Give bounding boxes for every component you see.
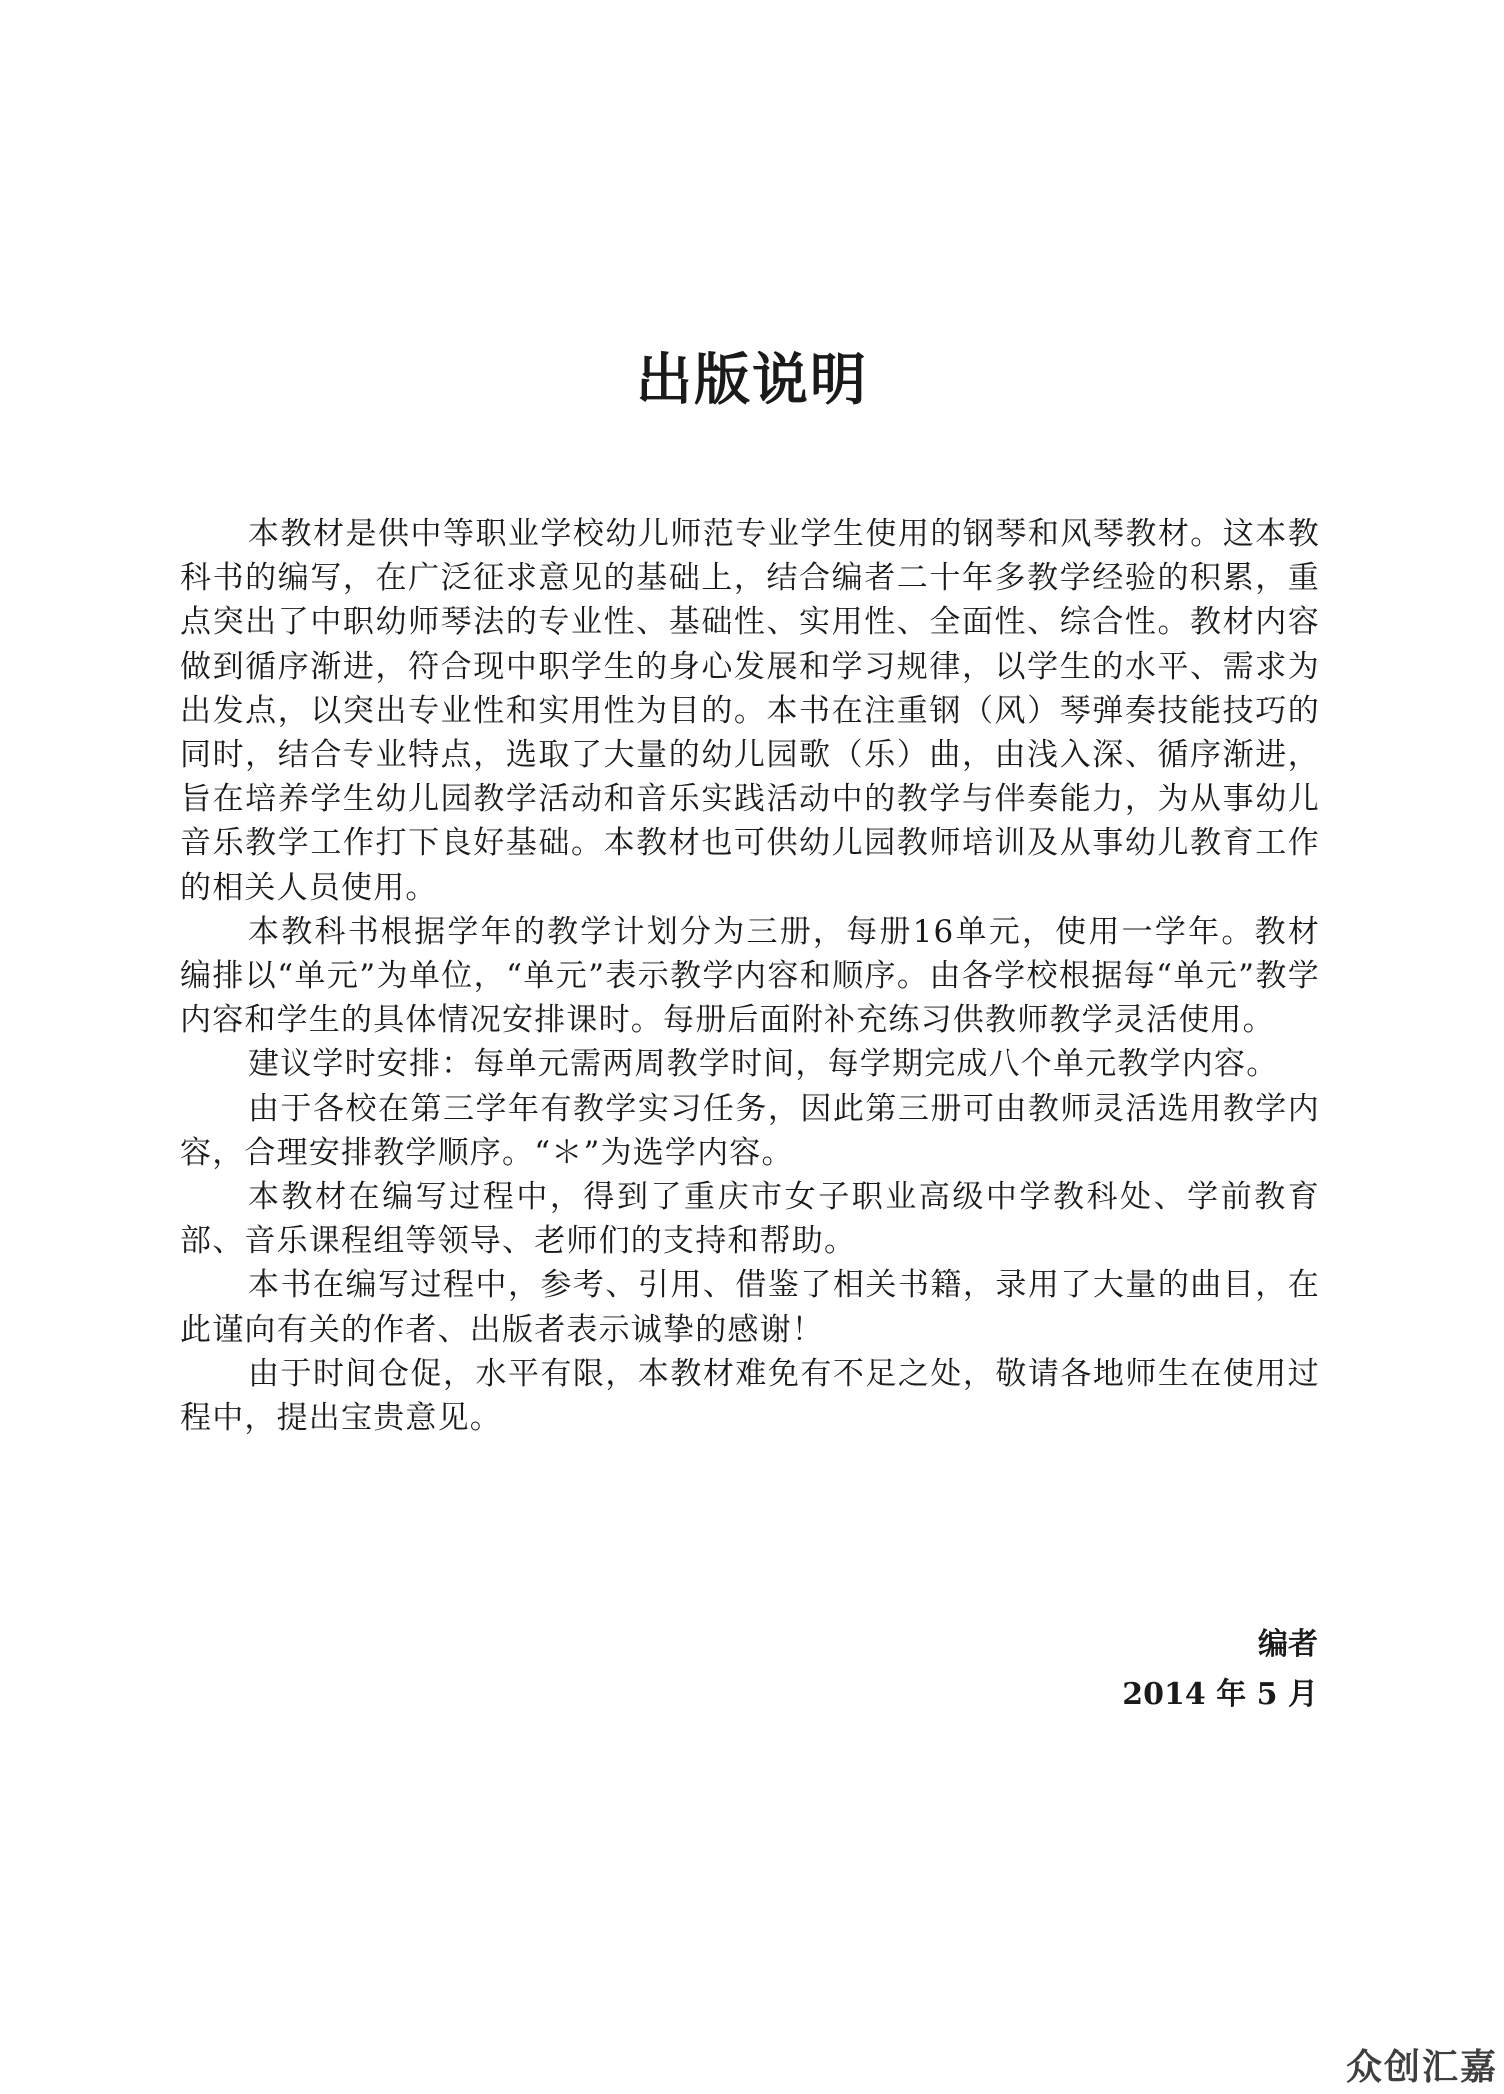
paragraph-feedback: 由于时间仓促，水平有限，本教材难免有不足之处，敬请各地师生在使用过程中，提出宝贵意见。 xyxy=(180,1355,1320,1437)
paragraph-intro: 本教材是供中等职业学校幼儿师范专业学生使用的钢琴和风琴教材。这本教科书的编写，在广泛征求意见的基础上，结合编者二十年多教学经验的积累，重点突出了中职幼师琴法的专业性、基础性、实用性、全面性、综合性。教材内容做到循序渐进，符合现中职学生的身心发展和学习规律，以学生的水平、需求为出发点，以突出专业性和实用性为目的。本书在注重钢（风）琴弹奏技能技巧的同时，结合专业特点，选取了大量的幼儿园歌（乐）曲，由浅入深、循序渐进，旨在培养学生幼儿园教学活动和音乐实践活动中的教学与伴奏能力，为从事幼儿音乐教学工作打下良好基础。本教材也可供幼儿园教师培训及从事幼儿教育工作的相关人员使用。 xyxy=(180,516,1320,906)
page-title: 出版说明 xyxy=(636,347,868,413)
watermark: 众创汇嘉 xyxy=(1345,2047,1498,2088)
body-text xyxy=(180,512,1320,1440)
paragraph-third-volume: 由于各校在第三学年有教学实习任务，因此第三册可由教师灵活选用教学内容，合理安排教学顺序。“＊”为选学内容。 xyxy=(180,1090,1320,1171)
signature-author: 编者 xyxy=(1258,1627,1318,1662)
signature-block xyxy=(1122,1620,1318,1720)
paragraph-schedule: 建议学时安排：每单元需两周教学时间，每学期完成八个单元教学内容。 xyxy=(248,1046,1279,1083)
signature-date: 2014 年 5 月 xyxy=(1122,1677,1318,1712)
paragraph-structure: 本教科书根据学年的教学计划分为三册，每册16单元，使用一学年。教材编排以“单元”为单位，“单元”表示教学内容和顺序。由各学校根据每“单元”教学内容和学生的具体情况安排课时。每册后面附补充练习供教师教学灵活使用。 xyxy=(180,913,1320,1039)
paragraph-references: 本书在编写过程中，参考、引用、借鉴了相关书籍，录用了大量的曲目，在此谨向有关的作者、出版者表示诚挚的感谢！ xyxy=(180,1267,1320,1348)
paragraph-acknowledgement: 本教材在编写过程中，得到了重庆市女子职业高级中学教科处、学前教育部、音乐课程组等领导、老师们的支持和帮助。 xyxy=(180,1179,1320,1260)
